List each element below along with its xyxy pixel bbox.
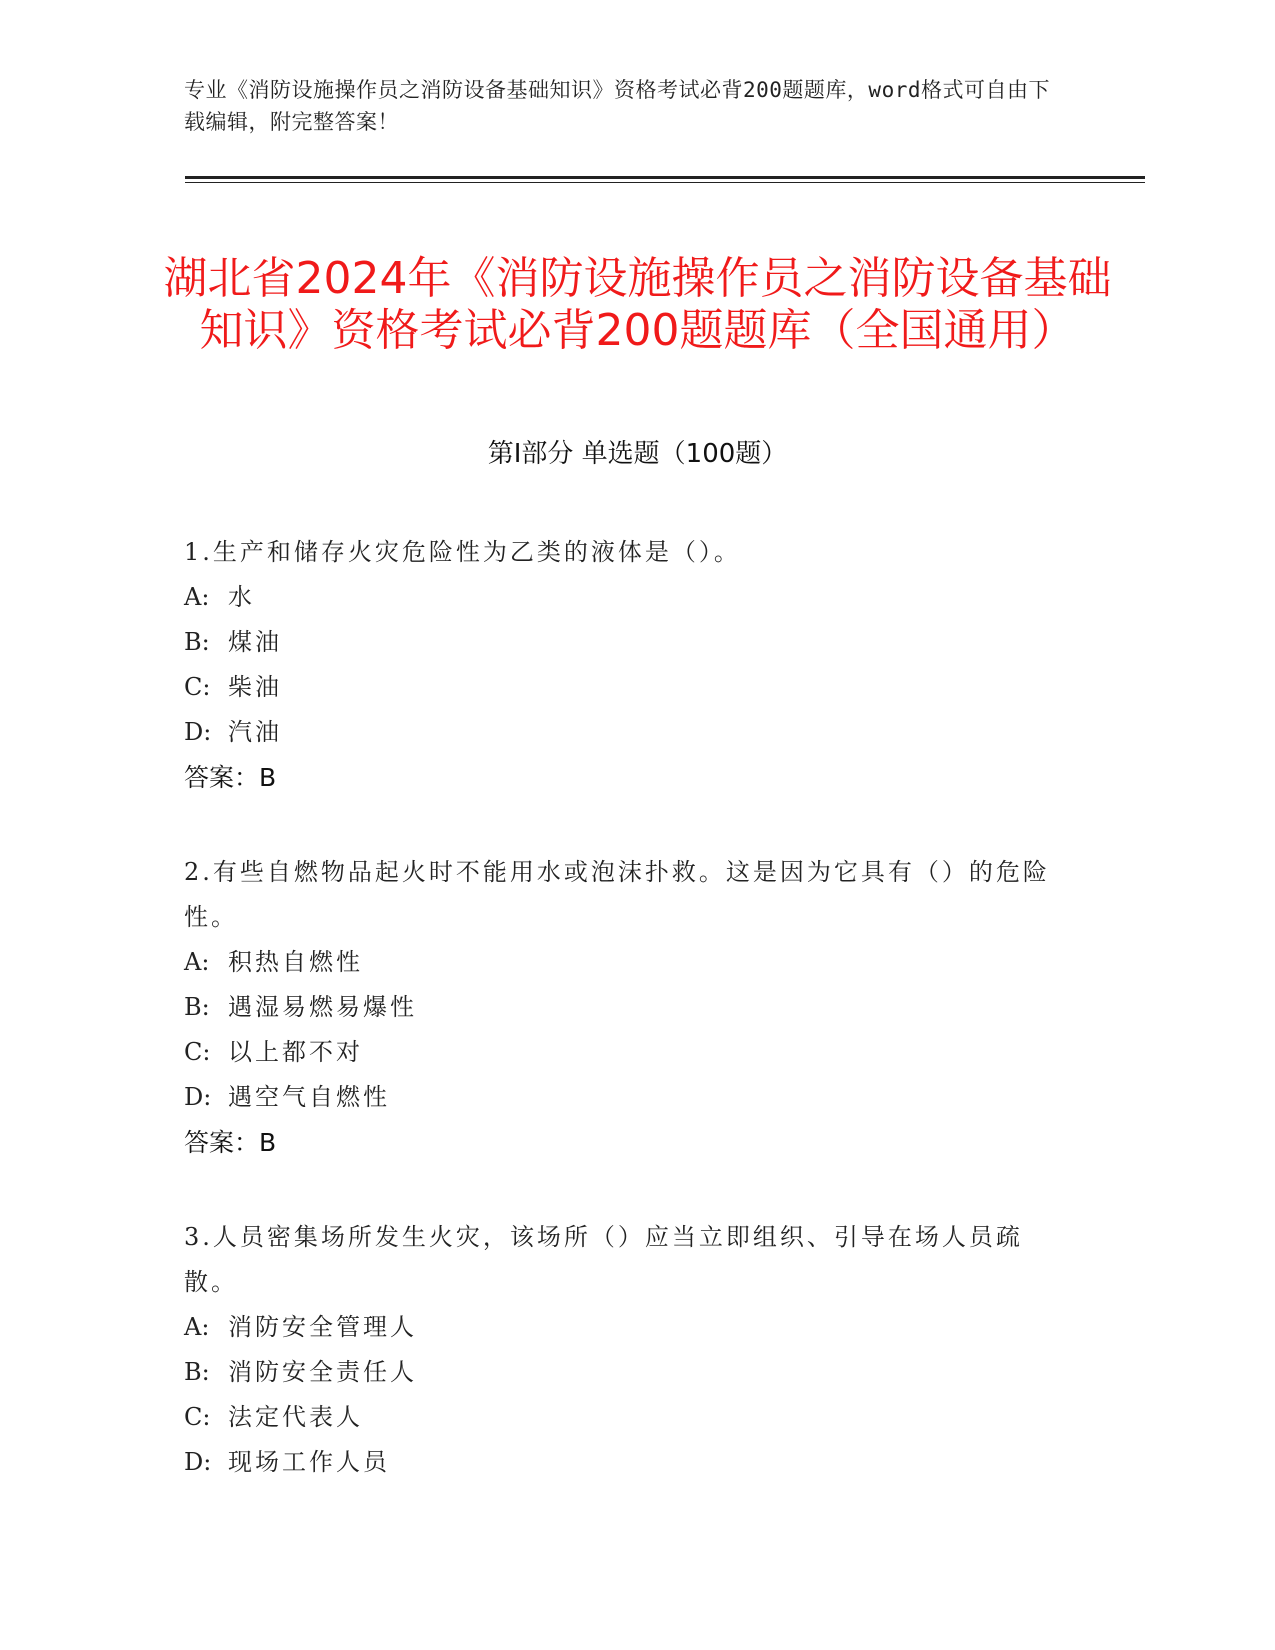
option-d <box>184 710 1064 755</box>
answer-line: 答案：B <box>184 763 277 792</box>
option-text: 汽油 <box>228 718 282 746</box>
option-letter: D: <box>184 718 212 746</box>
option-a <box>184 575 1064 620</box>
option-letter: B: <box>184 1358 210 1386</box>
option-letter: D: <box>184 1448 212 1476</box>
question-list <box>184 530 1064 1535</box>
option-text: 消防安全管理人 <box>228 1313 417 1341</box>
option-text: 柴油 <box>228 673 282 701</box>
option-text: 现场工作人员 <box>228 1448 390 1476</box>
option-letter: C: <box>184 1038 211 1066</box>
header-rule-thick <box>185 176 1145 179</box>
option-b <box>184 1350 1064 1395</box>
document-title: 湖北省2024年《消防设施操作员之消防设备基础知识》资格考试必背200题题库（全国通用） <box>163 253 1112 357</box>
section-heading: 第I部分 单选题（100题） <box>487 439 788 469</box>
option-c <box>184 665 1064 710</box>
option-text: 遇湿易燃易爆性 <box>228 993 417 1021</box>
option-letter: C: <box>184 673 211 701</box>
option-b <box>184 985 1064 1030</box>
option-c <box>184 1395 1064 1440</box>
option-letter: A: <box>184 948 210 976</box>
option-a <box>184 940 1064 985</box>
option-d <box>184 1440 1064 1485</box>
option-d <box>184 1075 1064 1120</box>
option-text: 遇空气自燃性 <box>228 1083 390 1111</box>
option-text: 积热自燃性 <box>228 948 363 976</box>
option-text: 消防安全责任人 <box>228 1358 417 1386</box>
option-a <box>184 1305 1064 1350</box>
question-item <box>184 1215 1064 1485</box>
option-text: 煤油 <box>228 628 282 656</box>
header-rule-thin <box>185 182 1145 183</box>
option-letter: A: <box>184 1313 210 1341</box>
option-text: 以上都不对 <box>228 1038 363 1066</box>
option-letter: B: <box>184 993 210 1021</box>
question-item <box>184 850 1064 1165</box>
option-text: 水 <box>228 583 255 611</box>
question-stem: 1.生产和储存火灾危险性为乙类的液体是（）。 <box>184 538 741 566</box>
question-stem: 3.人员密集场所发生火灾，该场所（）应当立即组织、引导在场人员疏散。 <box>184 1223 1023 1296</box>
option-c <box>184 1030 1064 1075</box>
option-b <box>184 620 1064 665</box>
question-stem: 2.有些自燃物品起火时不能用水或泡沫扑救。这是因为它具有（）的危险性。 <box>184 858 1050 931</box>
option-letter: B: <box>184 628 210 656</box>
option-letter: A: <box>184 583 210 611</box>
header-note: 专业《消防设施操作员之消防设备基础知识》资格考试必背200题题库，word格式可自由下载编辑，附完整答案！ <box>184 78 1050 134</box>
option-text: 法定代表人 <box>228 1403 363 1431</box>
answer-line: 答案：B <box>184 1128 277 1157</box>
question-item <box>184 530 1064 800</box>
option-letter: C: <box>184 1403 211 1431</box>
option-letter: D: <box>184 1083 212 1111</box>
